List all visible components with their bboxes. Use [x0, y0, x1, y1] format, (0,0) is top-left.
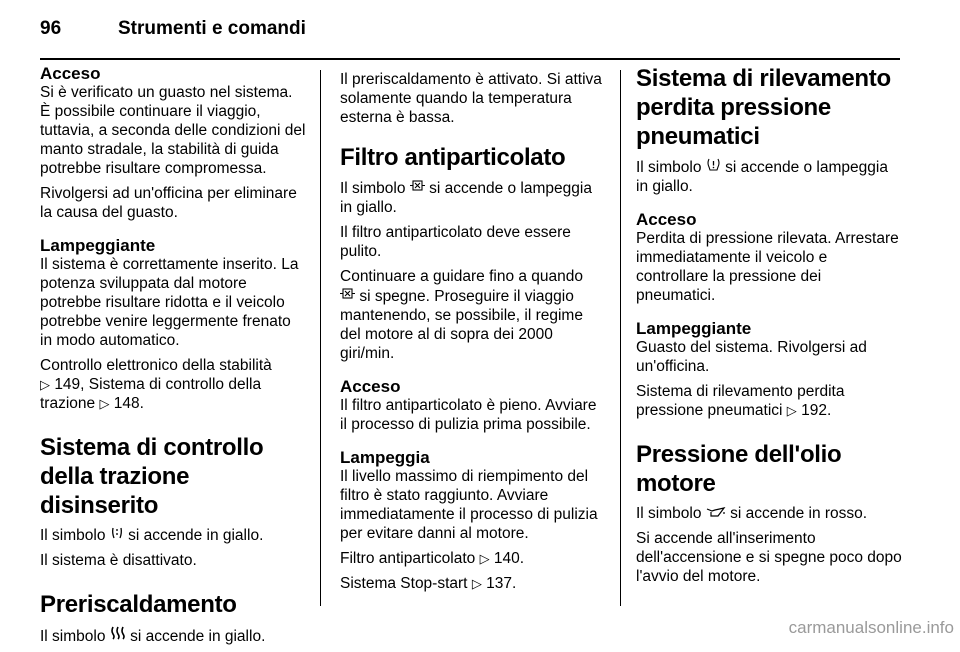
particulate-filter-icon: [410, 178, 425, 198]
page-reference-icon: ▷: [40, 377, 50, 392]
page-reference-icon: ▷: [479, 551, 490, 566]
paragraph: Si accende all'inserimento dell'accensione e si spegne poco dopo l'avvio del motore.: [636, 530, 902, 585]
page-header: [40, 18, 920, 42]
paragraph: Il simbolo si accende in giallo.: [40, 625, 306, 646]
column-2: [340, 70, 604, 599]
column-divider: [320, 70, 321, 606]
paragraph: Il simbolo si accende in giallo.: [40, 527, 264, 544]
column-divider: [620, 70, 621, 606]
glow-plug-icon: [110, 625, 126, 646]
tire-pressure-warning-icon: [706, 157, 721, 177]
cross-reference: Controllo elettronico della stabilità ▷ 149, Sistema di controllo della trazione ▷ 148.: [40, 357, 272, 412]
heading-lampeggia: Lampeggia: [340, 448, 430, 467]
watermark: carmanualsonline.info: [788, 618, 954, 637]
paragraph: Il sistema è disattivato.: [40, 552, 197, 569]
paragraph: Il simbolo si accende in rosso.: [636, 505, 868, 522]
paragraph: Il simbolo si accende o lampeggia in giallo.: [636, 159, 888, 195]
page-reference-icon: ▷: [471, 576, 482, 591]
page-reference-icon: ▷: [99, 396, 110, 411]
heading-oil-pressure: Pressione dell'olio motore: [636, 441, 842, 497]
column-1: [40, 64, 306, 652]
paragraph: Il livello massimo di riempimento del filtro è stato raggiunto. Avviare immediatamente il processo di pulizia per evitare danni al motore.: [340, 468, 598, 542]
paragraph: Perdita di pressione rilevata. Arrestare immediatamente il veicolo e controllare la pressione dei pneumatici.: [636, 230, 899, 304]
heading-tire-pressure: Sistema di rilevamento perdita pressione pneumatici: [636, 65, 891, 150]
header-rule: [40, 58, 900, 60]
paragraph: Guasto del sistema. Rivolgersi ad un'officina.: [636, 339, 867, 375]
heading-filtro-antiparticolato: Filtro antiparticolato: [340, 144, 566, 171]
cross-reference: Filtro antiparticolato ▷ 140.: [340, 550, 525, 567]
heading-preriscaldamento: Preriscaldamento: [40, 591, 237, 618]
column-3: [636, 64, 902, 592]
page-title: Strumenti e comandi: [118, 18, 306, 39]
heading-traction-control-off: Sistema di controllo della trazione disinserito: [40, 434, 264, 519]
heading-acceso: Acceso: [636, 210, 697, 229]
particulate-filter-icon: [340, 286, 355, 306]
heading-acceso: Acceso: [340, 377, 401, 396]
paragraph: Rivolgersi ad un'officina per eliminare la causa del guasto.: [40, 185, 297, 221]
paragraph: Il filtro antiparticolato deve essere pulito.: [340, 224, 571, 260]
paragraph: Continuare a guidare fino a quando si spegne. Proseguire il viaggio mantenendo, se possibile, il regime del motore al di sopra dei 2000 giri/min.: [340, 268, 584, 362]
paragraph: Il simbolo si accende o lampeggia in giallo.: [340, 180, 592, 216]
oil-can-icon: [706, 504, 726, 523]
cross-reference: Sistema di rilevamento perdita pressione pneumatici ▷ 192.: [636, 383, 845, 419]
paragraph: Il filtro antiparticolato è pieno. Avviare il processo di pulizia prima possibile.: [340, 397, 597, 433]
heading-acceso: Acceso: [40, 64, 101, 83]
paragraph: Il sistema è correttamente inserito. La potenza sviluppata dal motore potrebbe risultare ridotta e il veicolo potrebbe venire leggermente frenato in modo automatico.: [40, 256, 299, 349]
paragraph: Si è verificato un guasto nel sistema. È possibile continuare il viaggio, tuttavia, a seconda delle condizioni del manto stradale, la stabilità di guida potrebbe risultare compromessa.: [40, 84, 306, 177]
paragraph: Il preriscaldamento è attivato. Si attiva solamente quando la temperatura esterna è bassa.: [340, 71, 602, 126]
page-reference-icon: ▷: [786, 403, 797, 418]
traction-control-off-icon: [110, 526, 124, 545]
cross-reference: Sistema Stop-start ▷ 137.: [340, 575, 517, 592]
page-number: 96: [40, 18, 62, 39]
heading-lampeggiante: Lampeggiante: [636, 319, 752, 338]
heading-lampeggiante: Lampeggiante: [40, 236, 156, 255]
